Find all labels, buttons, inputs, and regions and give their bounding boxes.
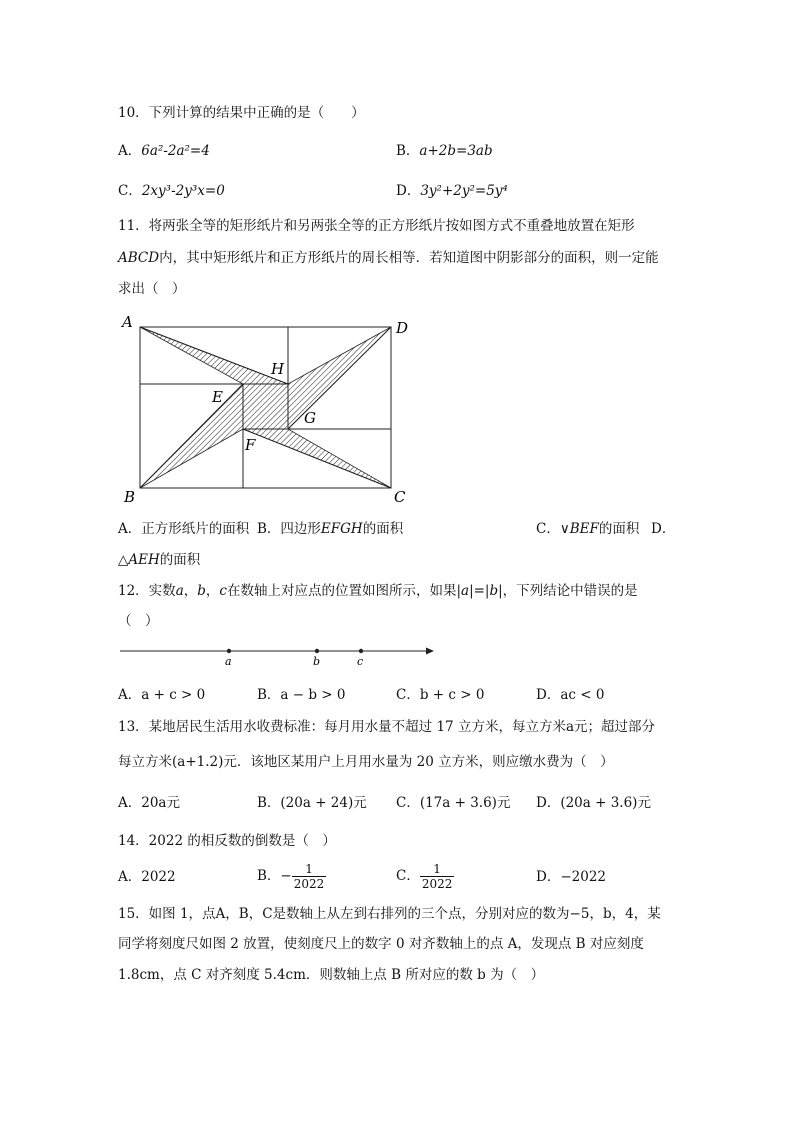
q14-option-d: D．−2022 <box>536 869 606 885</box>
q11-option-d-continued: △AEH的面积 <box>118 552 201 568</box>
label-A: A <box>122 313 133 331</box>
q15-stem-line1: 15．如图 1，点A，B，C是数轴上从左到右排列的三个点，分别对应的数为−5，b，4，某 <box>118 906 661 922</box>
q12-option-a: A．a + c > 0 <box>118 687 206 703</box>
q11-option-b: B．四边形EFGH的面积 <box>257 521 404 537</box>
label-H: H <box>271 360 285 378</box>
label-c: c <box>357 655 364 668</box>
label-F: F <box>245 436 256 454</box>
q12-stem-line2: （ ） <box>118 613 159 629</box>
q14-stem: 14．2022 的相反数的倒数是（ ） <box>118 833 336 849</box>
label-G: G <box>304 409 316 427</box>
q15-stem-line2: 同学将刻度尺如图 2 放置，使刻度尺上的数字 0 对齐数轴上的点 A，发现点 B 对应刻度 <box>118 936 644 952</box>
q10-option-c: C．2xy³-2y³x=0 <box>118 183 225 199</box>
q12-option-c: C．b + c > 0 <box>396 687 485 703</box>
point-c <box>359 649 363 653</box>
q13-stem-line1: 13．某地居民生活用水收费标准：每月用水量不超过 17 立方米，每立方米a元；超过部分 <box>118 719 655 735</box>
fraction: $\frac{1}{2022}$ <box>421 862 453 891</box>
q12-stem-line1: 12．实数a，b，c在数轴上对应点的位置如图所示，如果|a|=|b|，下列结论中错误的是 <box>118 583 638 599</box>
q10-option-d: D．3y²+2y²=5y⁴ <box>396 183 508 199</box>
point-b <box>315 649 319 653</box>
q13-option-d: D．(20a + 3.6)元 <box>536 795 651 811</box>
label-b: b <box>313 655 321 668</box>
q15-stem-line3: 1.8cm，点 C 对齐刻度 5.4cm．则数轴上点 B 所对应的数 b 为（ ） <box>118 967 545 983</box>
q13-option-b: B．(20a + 24)元 <box>257 795 367 811</box>
q11-option-c: C．∨BEF的面积 <box>536 521 640 537</box>
q11-option-a: A．正方形纸片的面积 <box>118 521 250 537</box>
q10-option-b: B．a+2b=3ab <box>396 143 493 159</box>
q12-option-d: D．ac < 0 <box>536 687 605 703</box>
q11-option-d: D． <box>651 521 676 537</box>
label-C: C <box>394 488 406 506</box>
label-D: D <box>396 319 409 337</box>
q11-stem-line2: ABCD内，其中矩形纸片和正方形纸片的周长相等．若知道图中阴影部分的面积，则一定能 <box>118 250 659 266</box>
q10-option-a: A．6a²-2a²=4 <box>118 143 210 159</box>
point-a <box>227 649 231 653</box>
q13-option-a: A．20a元 <box>118 795 180 811</box>
fraction: $\frac{1}{2022}$ <box>293 862 325 891</box>
shaded-center <box>243 384 288 429</box>
label-B: B <box>124 488 136 506</box>
q13-stem-line2: 每立方米(a+1.2)元．该地区某用户上月用水量为 20 立方米，则应缴水费为（ ） <box>118 754 614 770</box>
q10-stem: 10．下列计算的结果中正确的是（ ） <box>118 105 365 121</box>
q11-stem-line1: 11．将两张全等的矩形纸片和另两张全等的正方形纸片按如图方式不重叠地放置在矩形 <box>118 218 635 234</box>
q12-number-line <box>110 640 450 670</box>
q14-option-b: B．− $\frac{1}{2022}$ <box>257 862 325 891</box>
q12-option-b: B．a − b > 0 <box>257 687 346 703</box>
q14-option-c: C． $\frac{1}{2022}$ <box>396 862 453 891</box>
q11-figure <box>110 308 420 508</box>
label-E: E <box>212 388 223 406</box>
q13-option-c: C．(17a + 3.6)元 <box>396 795 511 811</box>
q14-option-a: A．2022 <box>118 869 176 885</box>
label-a: a <box>225 655 232 668</box>
q11-stem-line3: 求出（ ） <box>118 281 186 297</box>
